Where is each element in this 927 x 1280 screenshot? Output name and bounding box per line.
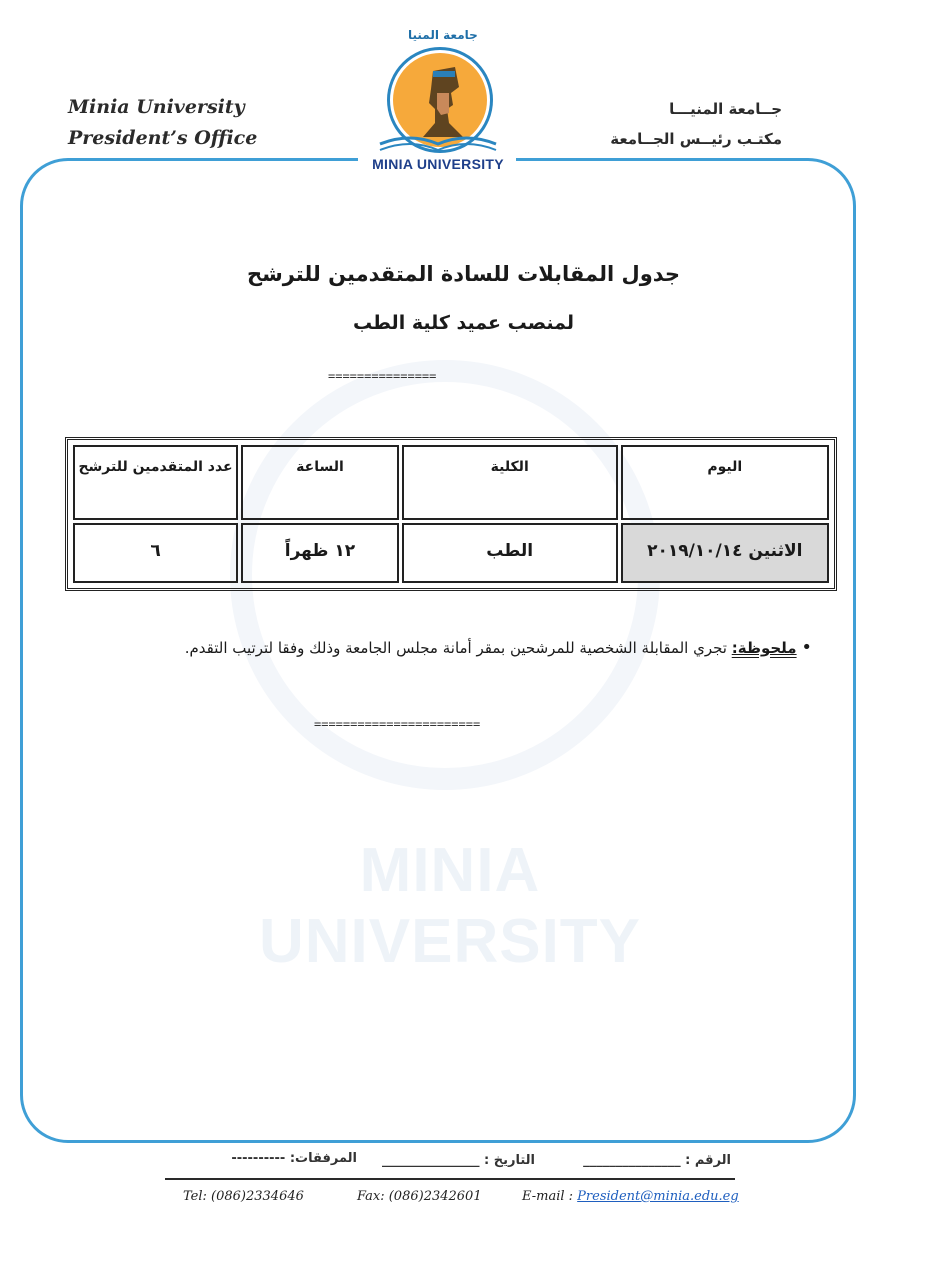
footer-date-blank: _______________ <box>381 1153 480 1168</box>
schedule-table <box>65 437 837 591</box>
note-paragraph <box>90 628 812 668</box>
logo-book-icon <box>376 132 500 156</box>
footer-email-line <box>522 1189 739 1204</box>
note-text: تجري المقابلة الشخصية للمرشحين بمقر أمانة مجلس الجامعة وذلك وفقا لترتيب التقدم. <box>184 639 727 657</box>
footer-number-label: الرقم : <box>685 1153 731 1168</box>
table-header-row <box>73 445 829 520</box>
header-ar-university: جــامعة المنيـــا <box>669 100 782 118</box>
cell-day: الاثنين ٢٠١٩/١٠/١٤ <box>621 523 829 583</box>
header-day: اليوم <box>621 445 829 520</box>
header-time: الساعة <box>241 445 399 520</box>
separator-bottom: ======================= <box>314 717 481 731</box>
note-label: ملحوظة: <box>731 639 797 657</box>
bullet-icon: • <box>801 637 812 658</box>
watermark-text: MINIA UNIVERSITY <box>258 836 642 976</box>
footer-tel: Tel: (086)2334646 <box>183 1189 304 1204</box>
footer-date-field <box>382 1153 535 1168</box>
cell-applicants-count: ٦ <box>73 523 238 583</box>
footer-rule <box>165 1178 735 1180</box>
footer-date-label: التاريخ : <box>484 1153 535 1168</box>
separator-top: =============== <box>328 369 437 383</box>
footer-attachments-label: المرفقات: <box>289 1151 357 1166</box>
cell-time: ١٢ ظهراً <box>241 523 399 583</box>
header-faculty: الكلية <box>402 445 618 520</box>
logo-arc-text: جامعة المنيا <box>408 28 478 42</box>
header-en-university: Minia University <box>68 96 245 118</box>
document-subtitle: لمنصب عميد كلية الطب <box>352 312 575 334</box>
header-ar-office: مكتـب رئيــس الجــامعة <box>610 130 782 148</box>
footer-email-link[interactable]: President@minia.edu.eg <box>577 1189 739 1204</box>
footer-attachments-field <box>231 1151 357 1166</box>
cell-faculty: الطب <box>402 523 618 583</box>
logo-banner-text: MINIA UNIVERSITY <box>372 156 504 172</box>
table-row <box>73 523 829 583</box>
header-en-office: President’s Office <box>68 127 258 149</box>
university-logo <box>368 28 508 178</box>
footer-attachments-blank: ---------- <box>231 1151 286 1166</box>
header-applicants-count: عدد المتقدمين للترشح <box>73 445 238 520</box>
footer-email-label: E-mail : <box>522 1189 574 1204</box>
document-title: جدول المقابلات للسادة المتقدمين للترشح <box>246 262 681 286</box>
footer-fax: Fax: (086)2342601 <box>357 1189 482 1204</box>
footer-number-field <box>583 1153 731 1168</box>
footer-number-blank: _______________ <box>583 1153 681 1168</box>
